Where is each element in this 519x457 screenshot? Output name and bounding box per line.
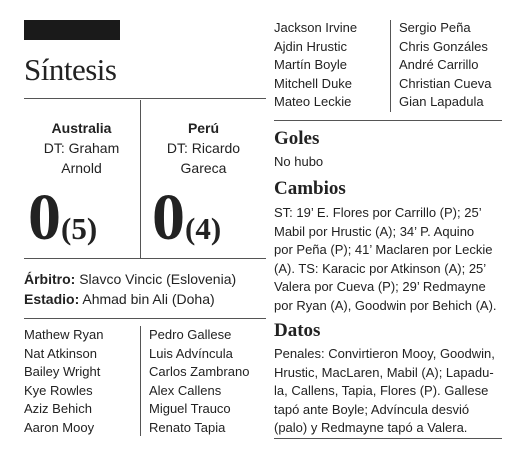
referee-name: Slavco Vincic (Eslovenia): [79, 271, 237, 287]
player-name: Chris Gonzáles: [399, 38, 488, 54]
score-divider: [140, 100, 141, 258]
player-name: Sergio Peña: [399, 20, 471, 35]
home-team-block: [24, 118, 139, 178]
cambios-heading: Cambios: [274, 178, 346, 199]
player-name: Alex Callens: [149, 382, 222, 398]
player-name: Renato Tapia: [149, 419, 226, 435]
player-name: Aziz Behich: [24, 401, 92, 416]
away-score: [152, 181, 222, 265]
text-line: Mabil por Hrustic (A); 34’ P. Aquino: [274, 223, 475, 239]
player-name: Mateo Leckie: [274, 94, 352, 109]
goles-text: No hubo: [274, 154, 324, 169]
peru-lineup-part1: [149, 326, 249, 437]
player-name: Bailey Wright: [24, 364, 101, 379]
text-line: (palo) y Redmayne tapó a Valera.: [274, 420, 468, 435]
player-name: Miguel Trauco: [149, 401, 231, 416]
lineup-divider: [140, 326, 141, 436]
divider: [24, 258, 266, 259]
text-line: la, Callens, Tapia, Flores (P). Gallese: [274, 383, 489, 398]
player-name: Martín Boyle: [274, 57, 347, 72]
away-goals: 0: [152, 181, 185, 254]
player-name: Jackson Irvine: [274, 20, 358, 35]
home-score: [28, 181, 98, 265]
divider: [24, 318, 266, 319]
home-goals: 0: [28, 181, 61, 254]
datos-text: [274, 345, 495, 438]
datos-heading: Datos: [274, 320, 321, 341]
text-line: Penales: Convirtieron Mooy, Goodwin,: [274, 346, 495, 361]
section-title: Síntesis: [24, 52, 117, 87]
stadium-line: [24, 289, 215, 309]
peru-lineup-part2: [399, 19, 492, 112]
divider: [274, 438, 502, 439]
text-line: tapó ante Boyle; Advíncula desvió: [274, 401, 470, 417]
divider: [24, 98, 266, 99]
divider: [274, 120, 502, 121]
home-penalties: (5): [61, 211, 98, 246]
home-coach: DT: Graham Arnold: [43, 140, 120, 176]
home-team-name: Australia: [51, 120, 112, 136]
text-line: ST: 19’ E. Flores por Carrillo (P); 25’: [274, 205, 482, 220]
australia-lineup-part1: [24, 326, 103, 437]
player-name: Carlos Zambrano: [149, 364, 250, 379]
player-name: André Carrillo: [399, 57, 479, 72]
away-team-block: [146, 118, 261, 178]
text-line: Valera por Cueva (P); 29’ Redmayne: [274, 279, 486, 294]
section-marker-bar: [24, 20, 120, 40]
player-name: Ajdin Hrustic: [274, 38, 347, 54]
player-name: Nat Atkinson: [24, 345, 97, 361]
player-name: Christian Cueva: [399, 75, 492, 91]
away-penalties: (4): [185, 211, 222, 246]
stadium-name: Ahmad bin Ali (Doha): [82, 291, 215, 307]
referee-label: Árbitro:: [24, 271, 76, 287]
goles-heading: Goles: [274, 128, 320, 149]
away-coach: DT: Ricardo Gareca: [166, 140, 241, 176]
lineup-divider: [390, 20, 391, 112]
text-line: por Peña (P); 41’ Maclaren por Leckie: [274, 242, 493, 257]
player-name: Mathew Ryan: [24, 327, 104, 342]
cambios-text: [274, 204, 497, 315]
player-name: Kye Rowles: [24, 382, 93, 398]
player-name: Mitchell Duke: [274, 75, 353, 91]
text-line: Hrustic, MacLaren, Mabil (A); Lapadu-: [274, 364, 494, 380]
text-line: por Ryan (A), Goodwin por Behich (A).: [274, 297, 497, 313]
stadium-label: Estadio:: [24, 291, 80, 307]
referee-line: [24, 269, 236, 289]
player-name: Aaron Mooy: [24, 419, 95, 435]
player-name: Pedro Gallese: [149, 327, 232, 342]
player-name: Gian Lapadula: [399, 94, 484, 109]
player-name: Luis Advíncula: [149, 345, 233, 361]
text-line: (A). TS: Karacic por Atkinson (A); 25’: [274, 260, 487, 276]
australia-lineup-part2: [274, 19, 357, 112]
away-team-name: Perú: [187, 120, 220, 136]
